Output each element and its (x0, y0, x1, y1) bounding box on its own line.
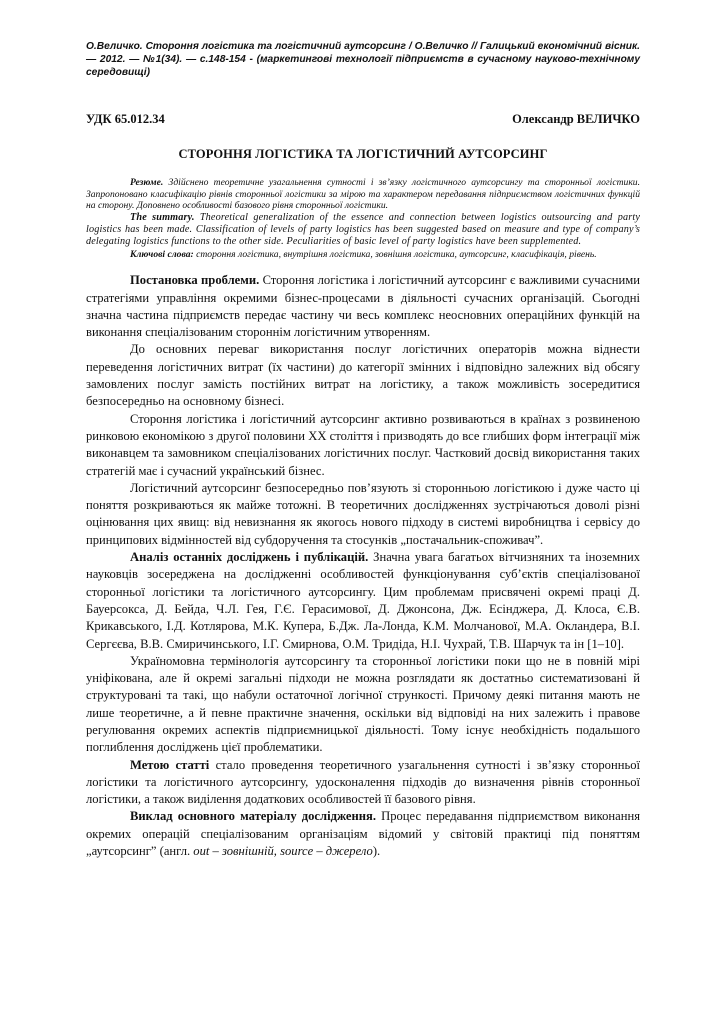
keywords-paragraph (86, 249, 640, 261)
body-paragraph: Україномовна термінологія аутсорсингу та сторонньої логістики поки що не в повній мірі уніфікована, але й окремі загальні підходи не можна розглядати як достатньо систематизовані й структуровані та такі, що набули остаточної логічної стрункості. Причому деякі питання мають не лише теоретичне, а й певне практичне значення, оскільки від відповіді на них залежить і правове регулювання окремих аспектів підприємницької діяльності. Тому існує необхідність подальшого поглиблення досліджень цієї проблематики. (86, 653, 640, 755)
author-name: Олександр ВЕЛИЧКО (512, 112, 640, 126)
resume-paragraph (86, 177, 640, 212)
paragraph-text: Стороння логістика і логістичний аутсорсинг є важливими сучасними стратегіями управління окремими бізнес-процесами в діяльності сучасних організацій. Сьогодні значна частина підприємств передає частину чи весь комплекс неосновних операційних функцій на виконання спеціалізованим стороннім логістичним утворенням. (86, 273, 640, 340)
udk-author-row (86, 112, 640, 127)
paragraph-text: ). (372, 844, 381, 859)
resume-label: Резюме. (130, 177, 164, 188)
keywords-label: Ключові слова: (130, 248, 194, 260)
summary-label: The summary. (130, 211, 195, 223)
section-heading: Виклад основного матеріалу дослідження. (130, 809, 376, 824)
summary-paragraph (86, 212, 640, 249)
paragraph-text: Процес передавання підприємством виконання окремих операцій спеціалізованим організаціям відомий у світовій практиці під поняттям „аутсорсинг” (англ. (86, 809, 640, 859)
paragraph-text: стало проведення теоретичного узагальнення сутності і зв’язку сторонньої логістики та логістичного аутсорсингу, удосконалення підходів до визначення рівнів сторонньої логістики, а також виділення додаткових особливостей її базового рівня. (86, 757, 640, 807)
section-heading: Постановка проблеми. (130, 273, 260, 288)
body-paragraph: Логістичний аутсорсинг безпосередньо пов’язують зі сторонньою логістикою і дуже часто ці поняття розкриваються як майже тотожні. В теоретичних дослідженнях зустрічаються доволі різні оцінювання цих явищ: від невизнання як якогось нового підходу в системі виробництва і сервісу до принципових відмінностей від субдоручення та стосунків „постачальник-споживач”. (86, 480, 640, 547)
udk-code: УДК 65.012.34 (86, 112, 165, 126)
body-paragraph (86, 757, 640, 809)
paper-page (86, 40, 640, 860)
italic-definition: out – зовнішній, source – джерело (193, 844, 373, 859)
section-heading: Метою статті (130, 757, 210, 772)
paragraph-text: Значна увага багатьох вітчизняних та іноземних науковців зосереджена на дослідженні особливостей функціонування суб’єктів спеціалізованої сторонньої логістики та логістичного аутсорсингу. Цим проблемам присвячені окремі праці Д. Бауерсокса, Д. Бейда, Ч.Л. Гея, Г.Є. Герасимової, Д. Джонсона, Дж. Есінджера, Д. Клоса, Є.В. Крикавського, І.Д. Котлярова, М.К. Купера, Б.Дж. Ла-Лонда, К.М. Молчанової, М.А. Окландера, В.І. Сергєєва, В.В. Смиричинського, І.Г. Смирнова, О.М. Тридіда, Н.І. Чухрай, Т.В. Шарчук та ін [1–10]. (86, 550, 640, 651)
keywords-text: стороння логістика, внутрішня логістика, зовнішня логістика, аутсорсинг, класифікація, рівень. (193, 248, 597, 260)
section-heading: Аналіз останніх досліджень і публікацій. (130, 550, 369, 565)
body-paragraph (86, 549, 640, 653)
body-paragraph (86, 808, 640, 860)
resume-text: Здійснено теоретичне узагальнення сутності і зв’язку логістичного аутсорсингу та сторонньої логістики. Запропоновано класифікацію рівнів сторонньої логістики за мірою та характером передавання підприємством логістичних функцій на сторону. Доповнено особливості базового рівня сторонньої логістики. (86, 177, 640, 212)
abstract-block (86, 177, 640, 260)
summary-text: Theoretical generalization of the essence and connection between logistics outsourcing and party logistics has been made. Classification of levels of party logistics has been suggested based on measure and type of company’s delegating logistics functions to the other side. Peculiarities of basic level of party logistics have been supplemented. (86, 211, 641, 248)
body-paragraph (86, 272, 640, 341)
article-title: СТОРОННЯ ЛОГІСТИКА ТА ЛОГІСТИЧНИЙ АУТСОРСИНГ (178, 147, 548, 161)
citation-header: О.Величко. Стороння логістика та логістичний аутсорсинг / О.Величко // Галицький економічний вісник. — 2012. — №1(34). — с.148-154 - (маркетингові технології підприємств в сучасному науково-технічному середовищі) (86, 41, 640, 78)
article-body (86, 272, 640, 860)
body-paragraph: Стороння логістика і логістичний аутсорсинг активно розвиваються в країнах з розвиненою ринковою економікою з другої половини ХХ століття і призводять до все глибших форм інтеграції між виконавцем та замовником спеціалізованих логістичних послуг. Частковий досвід використання таких стратегій має і сучасний український бізнес. (86, 411, 640, 478)
body-paragraph: До основних переваг використання послуг логістичних операторів можна віднести переведення логістичних витрат (їх частини) до категорії змінних і відповідно залежних від обсягу замовлених послуг замість постійних витрат на логістику, а також можливість зосередитися безпосередньо на основному бізнесі. (86, 342, 640, 409)
